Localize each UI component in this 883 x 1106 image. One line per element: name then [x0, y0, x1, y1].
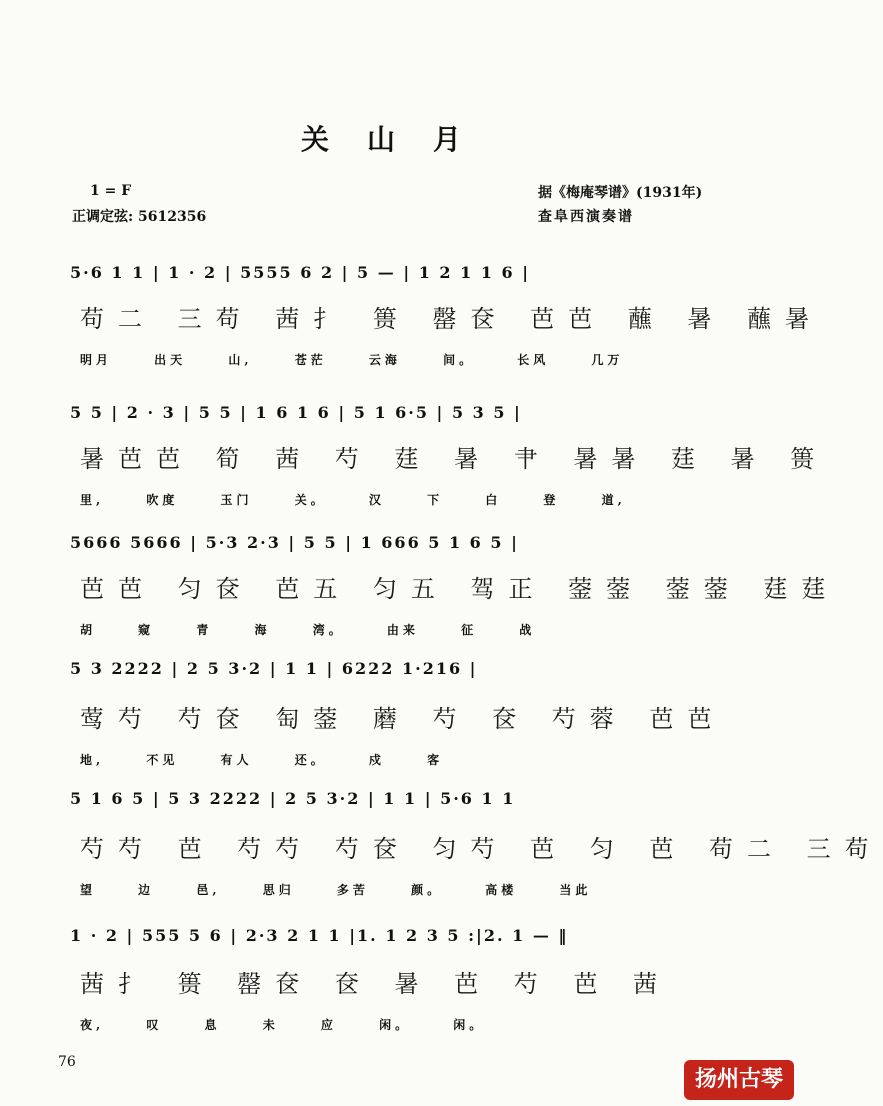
- lyrics-line: 里, 吹度 玉门 关。 汉 下 白 登 道,: [80, 493, 626, 507]
- lyrics-line: 夜, 叹 息 未 应 闲。 闲。: [80, 1018, 486, 1032]
- source-info: 据《梅庵琴谱》(1931年): [538, 185, 703, 201]
- notation-line: 1 · 2 | 555 5 6 | 2·3 2 1 1 |1. 1 2 3 5 :|2. 1 — ‖: [70, 926, 569, 945]
- tablature-line: 茜扌 篑 罄奁 奁 暑 芭 芍 芭 茜: [80, 970, 672, 998]
- page-number: 76: [58, 1054, 76, 1070]
- lyrics-line: 明月 出天 山, 苍茫 云海 间。 长风 几万: [80, 353, 624, 367]
- notation-line: 5 1 6 5 | 5 3 2222 | 2 5 3·2 | 1 1 | 5·6 1 1: [70, 789, 516, 808]
- tablature-line: 莺芍 芍奁 匋蓥 蘑 芍 奁 芍蓉 芭芭: [80, 705, 726, 733]
- notation-line: 5·6 1 1 | 1 · 2 | 5555 6 2 | 5 — | 1 2 1 1 6 |: [70, 263, 531, 282]
- page-title: 关山月: [300, 123, 499, 156]
- tablature-line: 暑芭芭 筍 茜 芍 莛 暑 肀 暑暑 莛 暑 篑: [80, 445, 829, 473]
- tuning-info: 正调定弦: 5612356: [72, 209, 207, 225]
- notation-line: 5666 5666 | 5·3 2·3 | 5 5 | 1 666 5 1 6 5 |: [70, 533, 519, 552]
- lyrics-line: 地, 不见 有人 还。 戍 客: [80, 753, 444, 767]
- notation-line: 5 5 | 2 · 3 | 5 5 | 1 6 1 6 | 5 1 6·5 | 5 3 5 |: [70, 403, 522, 422]
- lyrics-line: 望 边 邑, 思归 多苦 颜。 高楼 当此: [80, 883, 592, 897]
- watermark-logo: 扬州古琴: [684, 1060, 794, 1100]
- tablature-line: 芍芍 芭 芍芍 芍奁 匀芍 芭 匀 芭 苟二 三苟: [80, 835, 883, 863]
- tablature-line: 苟二 三苟 茜扌 篑 罄奁 芭芭 蘸 暑 蘸暑: [80, 305, 824, 333]
- key-signature: 1 = F: [90, 183, 132, 199]
- lyrics-line: 胡 窥 青 海 湾。 由来 征 战: [80, 623, 536, 637]
- tablature-line: 芭芭 匀奁 芭五 匀五 驾正 蓥蓥 蓥蓥 莛莛: [80, 575, 840, 603]
- performer-info: 查阜西演奏谱: [538, 209, 634, 225]
- notation-line: 5 3 2222 | 2 5 3·2 | 1 1 | 6222 1·216 |: [70, 659, 478, 678]
